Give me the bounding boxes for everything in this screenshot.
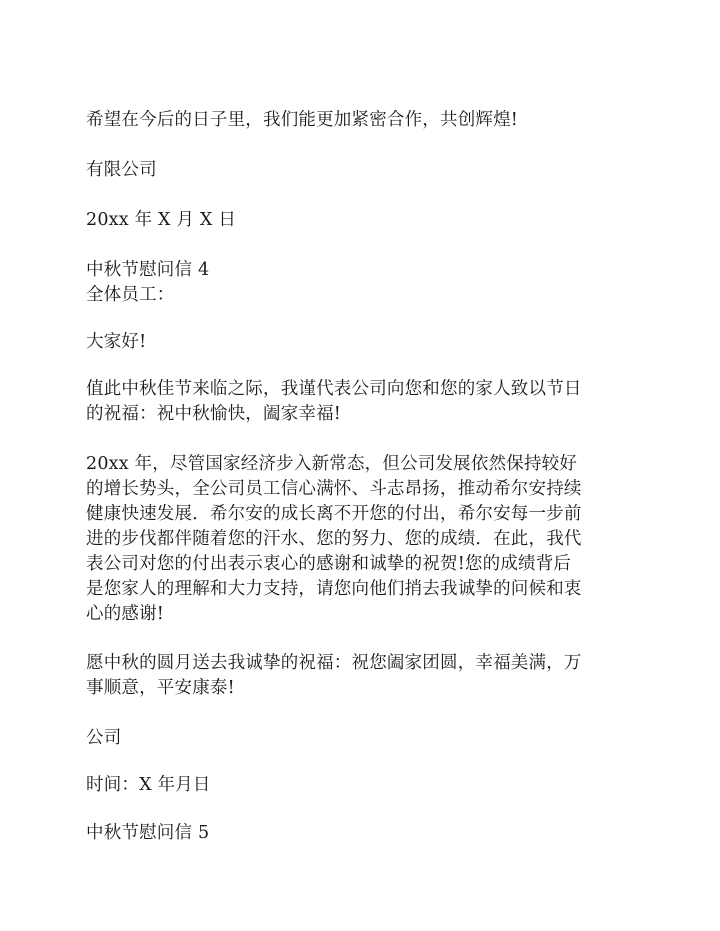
date-line: 20xx 年 X 月 X 日 <box>86 210 237 230</box>
paragraph-2-line-7: 心的感谢! <box>86 604 165 624</box>
paragraph-2-line-4: 进的步伐都伴随着您的汗水、您的努力、您的成绩．在此，我代 <box>86 529 582 549</box>
greeting-line: 大家好! <box>86 332 147 352</box>
paragraph-3-line-1: 愿中秋的圆月送去我诚挚的祝福：祝您阖家团圆，幸福美满，万 <box>86 653 582 673</box>
closing-wish-line: 希望在今后的日子里，我们能更加紧密合作，共创辉煌! <box>86 110 519 130</box>
paragraph-1-line-2: 的祝福：祝中秋愉快，阖家幸福! <box>86 404 342 424</box>
paragraph-2-line-3: 健康快速发展．希尔安的成长离不开您的付出，希尔安每一步前 <box>86 504 582 524</box>
time-line: 时间：X 年月日 <box>86 775 211 795</box>
company-signature-line: 有限公司 <box>86 160 157 180</box>
paragraph-2-line-5: 表公司对您的付出表示衷心的感谢和诚挚的祝贺!您的成绩背后 <box>86 554 572 574</box>
letter-5-title: 中秋节慰问信 5 <box>86 823 210 843</box>
paragraph-2-line-1: 20xx 年，尽管国家经济步入新常态，但公司发展依然保持较好 <box>86 454 578 474</box>
paragraph-3-line-2: 事顺意，平安康泰! <box>86 678 235 698</box>
letter-4-title: 中秋节慰问信 4 <box>86 260 210 280</box>
paragraph-2-line-6: 是您家人的理解和大力支持，请您向他们捎去我诚挚的问候和衷 <box>86 579 582 599</box>
company-line: 公司 <box>86 728 122 748</box>
salutation-line: 全体员工： <box>86 285 175 305</box>
paragraph-2-line-2: 的增长势头，全公司员工信心满怀、斗志昂扬，推动希尔安持续 <box>86 479 582 499</box>
paragraph-1-line-1: 值此中秋佳节来临之际，我谨代表公司向您和您的家人致以节日 <box>86 379 582 399</box>
